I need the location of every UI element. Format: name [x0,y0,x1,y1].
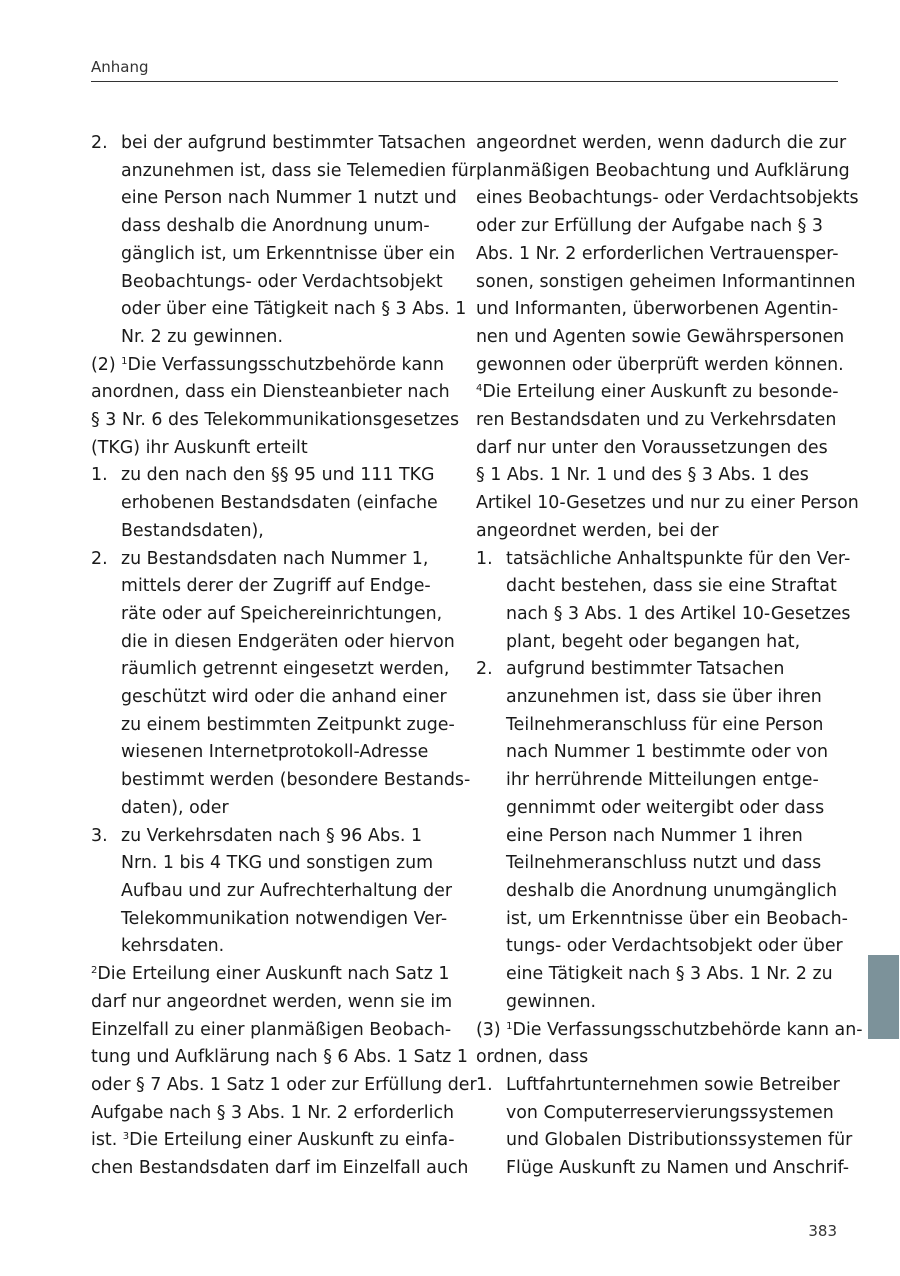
paragraph-2 [91,352,460,463]
sentence-number: 1 [506,1020,513,1032]
text-line: Einzelfall zu einer planmäßigen Beobach- [91,1019,452,1040]
running-header: Anhang [91,58,149,76]
paragraph-3 [476,1017,863,1072]
text-line: die in diesen Endgeräten oder hiervon [121,631,455,652]
text-line: § 1 Abs. 1 Nr. 1 und des § 3 Abs. 1 des [476,465,809,486]
left-column [91,130,477,1183]
text-line: und Informanten, überworbenen Agentin- [476,299,839,320]
text-line: dacht bestehen, dass sie eine Straftat [506,576,837,597]
text-line: von Computerreservierungssystemen [506,1102,834,1123]
list-number: 3. [91,825,108,846]
text-line: tungs- oder Verdachtsobjekt oder über [506,936,843,957]
text-line: Luftfahrtunternehmen sowie Betreiber [506,1074,840,1095]
paragraph-label: (2) [91,354,116,375]
text-line: gewinnen. [506,991,597,1012]
text-line: (2) $^1$Die Verfassungsschutzbehörde kann [91,354,445,375]
text-line: eine Tätigkeit nach § 3 Abs. 1 Nr. 2 zu [506,964,833,985]
list-number: 2. [91,133,108,153]
text-line: Aufbau und zur Aufrechterhaltung der [121,880,453,901]
list-item-1 [476,546,851,657]
list-number: 1. [91,465,108,486]
list-number: 2. [476,659,493,680]
text-line: ihr herrührende Mitteilungen entge- [506,770,819,791]
text-line: räumlich getrennt eingesetzt werden, [121,659,450,680]
text-line: anordnen, dass ein Diensteanbieter nach [91,382,450,403]
text-line: wiesenen Internetprotokoll-Adresse [121,742,429,763]
list-number: 2. [91,548,108,569]
text-line: räte oder auf Speichereinrichtungen, [121,603,443,624]
text-line: (TKG) ihr Auskunft erteilt [91,437,308,458]
text-line: gennimmt oder weitergibt oder dass [506,797,825,818]
sentence-number: 2 [91,965,98,977]
thumb-index-tab [868,955,899,1039]
text-line: zu einem bestimmten Zeitpunkt zuge- [121,714,455,735]
list-item-2 [91,546,471,823]
text-line: bestimmt werden (besondere Bestands- [121,770,471,791]
text-line: geschützt wird oder die anhand einer [121,687,447,708]
list-number: 1. [476,548,493,569]
text-line: anzunehmen ist, dass sie über ihren [506,687,822,708]
text-line: daten), oder [121,797,229,818]
text-line: nach Nummer 1 bestimmte oder von [506,742,829,763]
text-line: zu den nach den §§ 95 und 111 TKG [121,465,435,486]
header-rule [91,81,838,82]
text-line: darf nur unter den Voraussetzungen des [476,437,828,458]
text-line: Teilnehmeranschluss für eine Person [506,714,824,735]
text-line: oder zur Erfüllung der Aufgabe nach § 3 [476,216,823,237]
sentence-number: 1 [121,355,128,367]
sentence-number: 4 [476,383,483,395]
text-line: gänglich ist, um Erkenntnisse über ein [121,243,456,264]
right-column [476,130,863,1183]
text-line: (3) $^1$Die Verfassungsschutzbehörde kann an- [476,1019,863,1040]
text-line: § 3 Nr. 6 des Telekommunikationsgesetzes [91,410,460,431]
text-line: plant, begeht oder begangen hat, [506,631,801,652]
list-item-1 [91,462,452,545]
text-line: aufgrund bestimmter Tatsachen [506,659,785,680]
text-line: anzunehmen ist, dass sie Telemedien für [121,160,476,181]
text-line: Abs. 1 Nr. 2 erforderlichen Vertrauensper- [476,243,839,264]
text-line: Nrn. 1 bis 4 TKG und sonstigen zum [121,853,434,874]
list-item-3 [91,823,452,962]
list-number: 1. [476,1074,493,1095]
sentence-number: 3 [122,1131,130,1143]
text-line: zu Verkehrsdaten nach § 96 Abs. 1 [121,825,423,846]
text-line: chen Bestandsdaten darf im Einzelfall auch [91,1158,469,1179]
text-line: nach § 3 Abs. 1 des Artikel 10-Gesetzes [506,603,851,624]
text-line: $^4$Die Erteilung einer Auskunft zu besonde- [476,382,839,403]
text-line: deshalb die Anordnung unumgänglich [506,880,838,901]
sentence-2 [91,961,477,1183]
text-line: eine Person nach Nummer 1 ihren [506,825,803,846]
continued-paragraph [476,130,859,546]
text-line: oder über eine Tätigkeit nach § 3 Abs. 1 [121,299,467,320]
text-line: ist. $^3$Die Erteilung einer Auskunft zu einfa- [91,1130,455,1151]
list-item-1 [476,1072,853,1183]
text-line: ist, um Erkenntnisse über ein Beobach- [506,908,848,929]
text-line: planmäßigen Beobachtung und Aufklärung [476,160,850,181]
text-line: Bestandsdaten), [121,520,264,541]
text-line: eine Person nach Nummer 1 nutzt und [121,188,457,209]
text-line: darf nur angeordnet werden, wenn sie im [91,991,453,1012]
text-line: oder § 7 Abs. 1 Satz 1 oder zur Erfüllung der [91,1074,477,1095]
text-line: Teilnehmeranschluss nutzt und dass [506,853,822,874]
text-line: erhobenen Bestandsdaten (einfache [121,493,438,514]
text-line: Nr. 2 zu gewinnen. [121,326,283,347]
text-line: sonen, sonstigen geheimen Informantinnen [476,271,856,292]
text-line: angeordnet werden, bei der [476,520,719,541]
text-line: Beobachtungs- oder Verdachtsobjekt [121,271,443,292]
text-line: eines Beobachtungs- oder Verdachtsobjekts [476,188,859,209]
list-item-2 [476,656,848,1016]
text-line: mittels derer der Zugriff auf Endge- [121,576,431,597]
text-line: Telekommunikation notwendigen Ver- [121,908,448,929]
text-line: gewonnen oder überprüft werden können. [476,354,844,375]
text-line: tatsächliche Anhaltspunkte für den Ver- [506,548,851,569]
list-item-2 [91,130,476,352]
text-line: ren Bestandsdaten und zu Verkehrsdaten [476,410,837,431]
text-line: tung und Aufklärung nach § 6 Abs. 1 Satz 1 [91,1047,468,1068]
text-line: zu Bestandsdaten nach Nummer 1, [121,548,429,569]
text-line: Aufgabe nach § 3 Abs. 1 Nr. 2 erforderlich [91,1102,455,1123]
text-line: nen und Agenten sowie Gewährspersonen [476,326,845,347]
text-line: dass deshalb die Anordnung unum- [121,216,430,237]
text-line: $^2$Die Erteilung einer Auskunft nach Satz 1 [91,964,450,985]
text-line: Flüge Auskunft zu Namen und Anschrif- [506,1158,849,1179]
text-line: Artikel 10-Gesetzes und nur zu einer Person [476,493,859,514]
text-line: und Globalen Distributionssystemen für [506,1130,853,1151]
page-number: 383 [808,1222,837,1240]
text-line: ordnen, dass [476,1047,589,1068]
text-line: kehrsdaten. [121,936,225,957]
text-line: bei der aufgrund bestimmter Tatsachen [121,133,466,153]
paragraph-label: (3) [476,1019,501,1040]
text-line: angeordnet werden, wenn dadurch die zur [476,133,847,153]
